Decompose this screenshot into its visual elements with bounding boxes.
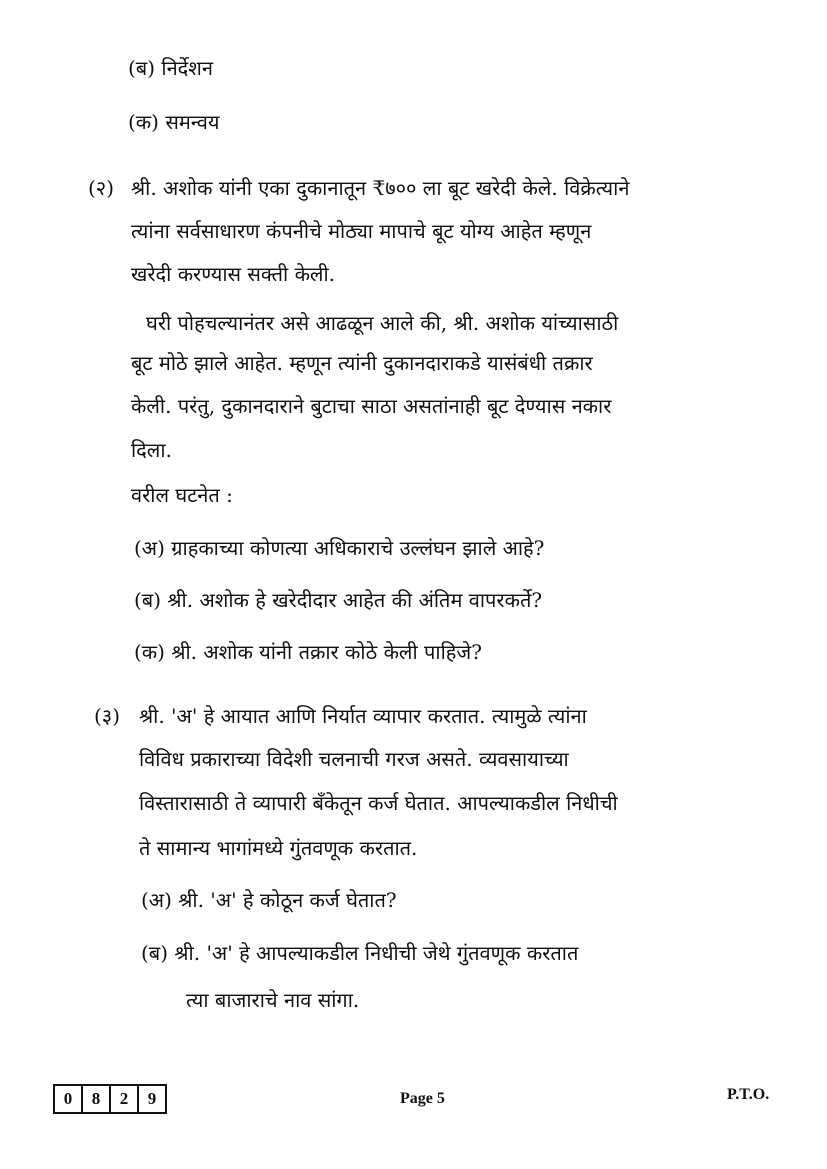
question-3-subquestion-a: (अ) श्री. 'अ' हे कोठून कर्ज घेतात? [141,888,397,912]
question-2-subquestion-b: (ब) श्री. अशोक हे खरेदीदार आहेत की अंतिम वापरकर्ते? [134,588,543,612]
question-3-line: श्री. 'अ' हे आयात आणि निर्यात व्यापार करतात. त्यामुळे त्यांना [139,704,587,728]
question-3-subquestion-b: (ब) श्री. 'अ' हे आपल्याकडील निधीची जेथे गुंतवणूक करतात [141,941,579,965]
question-2-line: खरेदी करण्यास सक्ती केली. [131,262,336,286]
paper-code-digit: 8 [83,1086,111,1112]
question-2-line: वरील घटनेत : [131,483,233,507]
question-2-line: बूट मोठे झाले आहेत. म्हणून त्यांनी दुकानदाराकडे यासंबंधी तक्रार [131,351,593,375]
question-2-line: त्यांना सर्वसाधारण कंपनीचे मोठ्या मापाचे बूट योग्य आहेत म्हणून [131,219,592,243]
question-2-number: (२) [88,176,115,200]
question-3-subquestion-b-cont: त्या बाजाराचे नाव सांगा. [186,988,360,1012]
pto-label: P.T.O. [727,1086,770,1103]
question-2-line: दिला. [131,438,172,462]
question-2-subquestion-a: (अ) ग्राहकाच्या कोणत्या अधिकाराचे उल्लंघन झाले आहे? [134,536,545,560]
question-3-line: ते सामान्य भागांमध्ये गुंतवणूक करतात. [139,836,418,860]
paper-code-box [53,1084,167,1114]
question-3-line: विविध प्रकाराच्या विदेशी चलनाची गरज असते. व्यवसायाच्या [139,747,569,771]
paper-code-digit: 0 [55,1086,83,1112]
question-2-line: घरी पोहचल्यानंतर असे आढळून आले की, श्री. अशोक यांच्यासाठी [146,311,619,335]
question-2-subquestion-k: (क) श्री. अशोक यांनी तक्रार कोठे केली पाहिजे? [134,640,482,664]
question-3-number: (३) [94,704,121,728]
paper-code-digit: 9 [147,1089,157,1108]
page-number: Page 5 [400,1090,445,1107]
question-3-line: विस्तारासाठी ते व्यापारी बँकेतून कर्ज घेतात. आपल्याकडील निधीची [139,791,618,815]
question-2-line: केली. परंतु, दुकानदाराने बुटाचा साठा असतांनाही बूट देण्यास नकार [131,394,612,418]
page-footer [0,1082,827,1114]
paper-code-digit: 2 [111,1086,139,1112]
question-2-line: श्री. अशोक यांनी एका दुकानातून ₹७०० ला बूट खरेदी केले. विक्रेत्याने [131,176,630,200]
option-k-samanvay: (क) समन्वय [128,110,220,134]
option-b-nirdeshan: (ब) निर्देशन [128,56,213,80]
